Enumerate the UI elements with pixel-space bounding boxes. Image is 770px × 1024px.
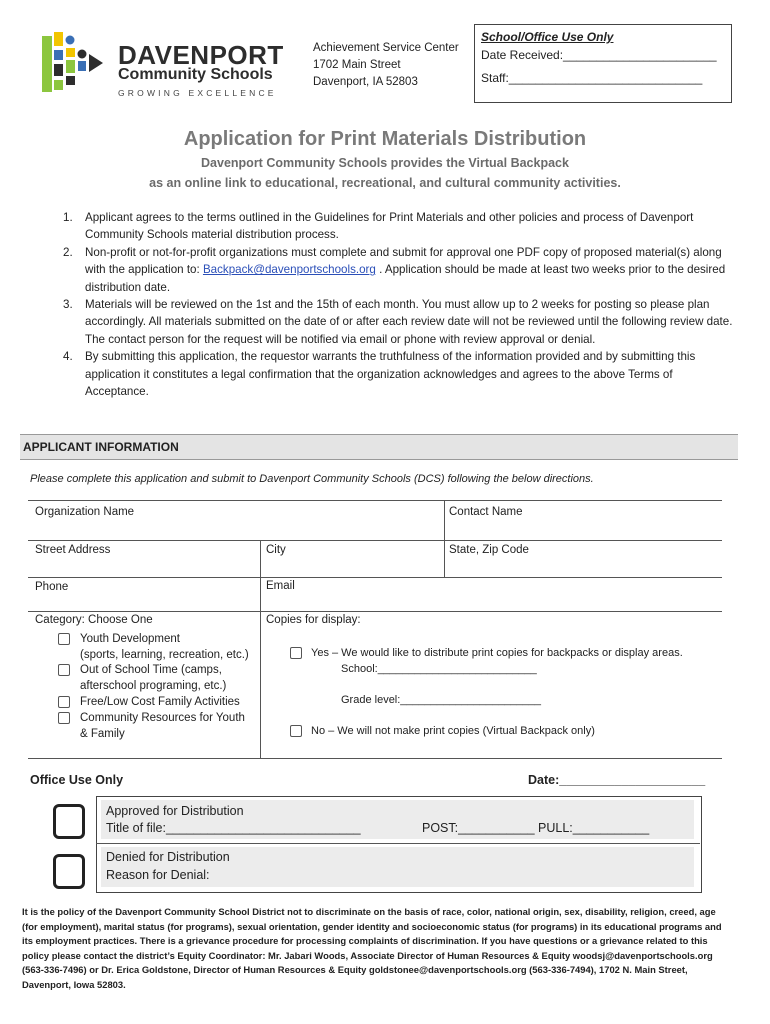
denied-checkbox[interactable] bbox=[53, 854, 85, 889]
no-copies-label: No – We will not make print copies (Virtual Backpack only) bbox=[311, 725, 595, 737]
term-text: Applicant agrees to the terms outlined in the Guidelines for Print Materials and other policies and process of Davenport Community Schools material distribution process. bbox=[85, 211, 694, 242]
community-resources-checkbox[interactable] bbox=[58, 712, 70, 724]
term-item bbox=[58, 209, 738, 244]
office-use-title: School/Office Use Only bbox=[481, 30, 614, 44]
nondiscrimination-policy: It is the policy of the Davenport Community School District not to discriminate on the basis of race, color, national origin, sex, disability, religion, creed, age (for employment), marital status (for programs), sexual orientation, gender identity and socioeconomic status (for programs) in its educational programs and its employment practices. There is a grievance procedure for processing complaints of discrimination. If you have questions or a grievance related to this policy please contact the district’s Equity Coordinator: Mr. Jabari Woods, Associate Director of Human Resources & Equity woodsj@davenportschools.org (563-336-7496) or Dr. Erica Goldstone, Director of Human Resources & Equity goldstonee@davenportschools.org (563-336-7494), 1702 N. Main Street, Davenport, Iowa 52803. bbox=[22, 906, 722, 990]
no-copies-checkbox[interactable] bbox=[290, 725, 302, 737]
state-zip-field[interactable]: State, Zip Code bbox=[449, 544, 529, 556]
out-of-school-time-label bbox=[80, 662, 226, 694]
youth-development-checkbox[interactable] bbox=[58, 633, 70, 645]
address-line-2: 1702 Main Street bbox=[313, 59, 401, 71]
applicant-section-header bbox=[20, 434, 738, 460]
divider bbox=[28, 758, 722, 759]
divider bbox=[444, 500, 445, 577]
logo-tagline: GROWING EXCELLENCE bbox=[118, 88, 277, 98]
divider bbox=[28, 577, 722, 578]
option-text: afterschool programing, etc.) bbox=[80, 680, 227, 692]
divider bbox=[28, 500, 722, 501]
yes-copies-label: Yes – We would like to distribute print copies for backpacks or display areas. bbox=[311, 647, 683, 659]
terms-list bbox=[58, 209, 738, 400]
street-address-field[interactable]: Street Address bbox=[35, 544, 111, 556]
logo-name: DAVENPORT bbox=[118, 40, 284, 70]
subtitle-line-2: as an online link to educational, recreational, and cultural community activities. bbox=[149, 176, 621, 190]
term-number: 3. bbox=[63, 298, 73, 312]
out-of-school-time-checkbox[interactable] bbox=[58, 664, 70, 676]
term-text: Non-profit or not-for-profit organizations must complete and submit for approval one PDF copy of proposed material(s) along with the application to: bbox=[85, 245, 722, 277]
option-text: & Family bbox=[80, 728, 125, 740]
family-activities-label bbox=[80, 694, 240, 710]
copies-label: Copies for display: bbox=[266, 614, 361, 626]
office-date-field[interactable]: Date:_____________________ bbox=[528, 773, 706, 787]
term-text: By submitting this application, the requestor warrants the truthfulness of the information provided and by submitting this application it constitutes a legal confirmation that the organization acknowledges and agrees to the above Terms of Acceptance. bbox=[85, 350, 696, 399]
divider bbox=[96, 843, 700, 844]
divider bbox=[28, 611, 722, 612]
option-text: Youth Development bbox=[80, 633, 180, 645]
term-item bbox=[58, 348, 738, 400]
option-text: Free/Low Cost Family Activities bbox=[80, 696, 240, 708]
option-text: (sports, learning, recreation, etc.) bbox=[80, 649, 249, 661]
subtitle-line-1: Davenport Community Schools provides the Virtual Backpack bbox=[201, 156, 569, 170]
address-block bbox=[313, 40, 459, 91]
approved-checkbox[interactable] bbox=[53, 804, 85, 839]
office-use-box bbox=[474, 24, 732, 103]
approved-label: Approved for Distribution bbox=[106, 804, 244, 818]
applicant-section-title: APPLICANT INFORMATION bbox=[23, 440, 179, 454]
city-field[interactable]: City bbox=[266, 544, 286, 556]
office-use-label: Office Use Only bbox=[30, 773, 124, 787]
divider bbox=[28, 540, 722, 541]
denied-label: Denied for Distribution bbox=[106, 850, 230, 864]
contact-name-field[interactable]: Contact Name bbox=[449, 506, 523, 518]
yes-copies-checkbox[interactable] bbox=[290, 647, 302, 659]
term-number: 4. bbox=[63, 350, 73, 364]
date-received-field[interactable]: Date Received:_______________________ bbox=[481, 48, 717, 62]
applicant-intro: Please complete this application and submit to Davenport Community Schools (DCS) following the below directions. bbox=[30, 473, 594, 485]
family-activities-checkbox[interactable] bbox=[58, 696, 70, 708]
email-field[interactable]: Email bbox=[266, 580, 295, 592]
term-text: Materials will be reviewed on the 1st and the 15th of each month. You must allow up to 2 weeks for posting so please plan accordingly. All materials submitted on the date of or after each review date will not be reviewed until the following review date. The contact person for the request will be notified via email or phone with review approval or denial. bbox=[85, 298, 733, 346]
option-text: Community Resources for Youth bbox=[80, 712, 245, 724]
organization-name-field[interactable]: Organization Name bbox=[35, 506, 135, 518]
pull-field[interactable]: PULL:___________ bbox=[538, 821, 650, 835]
backpack-email-link[interactable]: Backpack@davenportschools.org bbox=[202, 263, 376, 277]
youth-development-label bbox=[80, 631, 249, 663]
post-field[interactable]: POST:___________ bbox=[422, 821, 535, 835]
term-item bbox=[58, 244, 738, 296]
address-line-3: Davenport, IA 52803 bbox=[313, 76, 418, 88]
page-title: Application for Print Materials Distribution bbox=[183, 128, 587, 150]
phone-field[interactable]: Phone bbox=[35, 581, 69, 593]
category-label: Category: Choose One bbox=[35, 614, 153, 626]
term-text: . Application should be made at least two weeks prior to the desired distribution date. bbox=[85, 263, 726, 294]
grade-level-field[interactable]: Grade level:_______________________ bbox=[341, 694, 542, 706]
logo-subtitle: Community Schools bbox=[118, 66, 273, 83]
title-of-file-field[interactable]: Title of file:____________________________ bbox=[106, 821, 361, 835]
divider bbox=[260, 540, 261, 758]
reason-for-denial-field[interactable]: Reason for Denial: bbox=[106, 868, 210, 882]
community-resources-label bbox=[80, 710, 245, 742]
term-item bbox=[58, 296, 738, 348]
option-text: Out of School Time (camps, bbox=[80, 664, 222, 676]
term-number: 2. bbox=[63, 245, 73, 259]
staff-field[interactable]: Staff:_____________________________ bbox=[481, 71, 703, 85]
address-line-1: Achievement Service Center bbox=[313, 42, 459, 54]
district-logo-icon bbox=[40, 30, 110, 98]
school-field[interactable]: School:__________________________ bbox=[341, 663, 537, 675]
term-number: 1. bbox=[63, 211, 73, 224]
